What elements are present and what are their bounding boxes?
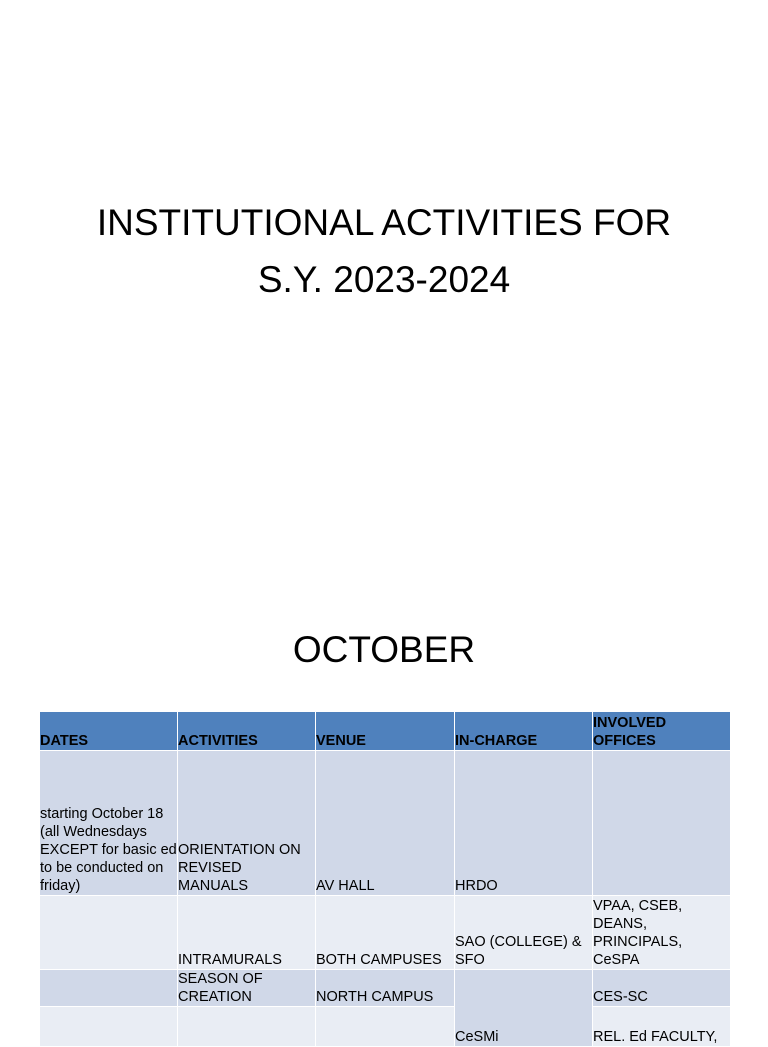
row-activity: SEASON OF CREATION	[178, 970, 316, 1007]
row-activity: INTRAMURALS	[178, 896, 316, 970]
table-row	[40, 751, 731, 896]
row-involved: CES-SC	[593, 970, 731, 1007]
table-row	[40, 896, 731, 970]
table-header-row	[40, 712, 731, 751]
month-heading: OCTOBER	[292, 629, 476, 670]
row-venue: NORTH CAMPUS	[316, 970, 455, 1007]
row-venue	[316, 1007, 455, 1047]
row-dates	[40, 896, 178, 970]
header-dates: DATES	[40, 712, 178, 751]
row-involved	[593, 751, 731, 896]
row-in-charge: CeSMi	[455, 970, 593, 1047]
table-row	[40, 970, 731, 1007]
title-line-1: INSTITUTIONAL ACTIVITIES FOR	[96, 202, 672, 243]
row-involved: VPAA, CSEB, DEANS, PRINCIPALS, CeSPA	[593, 896, 731, 970]
header-activities: ACTIVITIES	[178, 712, 316, 751]
row-activity	[178, 1007, 316, 1047]
row-dates: starting October 18 (all Wednesdays EXCEPT for basic ed to be conducted on friday)	[40, 751, 178, 896]
row-dates	[40, 970, 178, 1007]
activities-table	[39, 711, 731, 1047]
page-title	[0, 194, 768, 308]
row-activity: ORIENTATION ON REVISED MANUALS	[178, 751, 316, 896]
row-in-charge: HRDO	[455, 751, 593, 896]
row-venue: BOTH CAMPUSES	[316, 896, 455, 970]
row-venue: AV HALL	[316, 751, 455, 896]
header-venue: VENUE	[316, 712, 455, 751]
header-in-charge: IN-CHARGE	[455, 712, 593, 751]
table-row	[40, 1007, 731, 1047]
row-in-charge: SAO (COLLEGE) & SFO	[455, 896, 593, 970]
row-involved: REL. Ed FACULTY,	[593, 1007, 731, 1047]
row-dates	[40, 1007, 178, 1047]
header-involved-offices: INVOLVED OFFICES	[593, 712, 731, 751]
title-line-2: S.Y. 2023-2024	[257, 259, 511, 300]
